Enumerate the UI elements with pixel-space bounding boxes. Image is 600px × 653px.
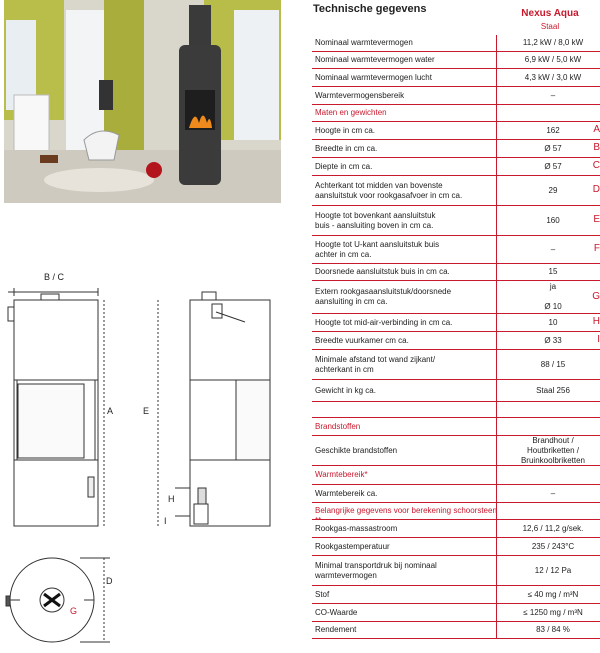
section-header: [312, 503, 600, 525]
spec-label: Minimal transportdruk bij nominaal warmtevermogen: [315, 561, 437, 580]
spec-value: ja Ø 10: [544, 282, 562, 311]
spec-label: Gewicht in kg ca.: [315, 386, 376, 395]
spec-value: 83 / 84 %: [536, 625, 570, 634]
technical-drawings: [0, 262, 300, 648]
spec-label: Nominaal warmtevermogen: [315, 38, 413, 47]
spec-row: [312, 436, 600, 466]
spec-value: 4,3 kW / 3,0 kW: [524, 73, 582, 82]
spec-label: Hoogte tot U-kant aansluitstuk buis achter in cm ca.: [315, 240, 440, 259]
spec-label: Extern rookgasaansluitstuk/doorsnede aansluiting in cm ca.: [315, 287, 452, 306]
spec-label: Hoogte tot mid-air-verbinding in cm ca.: [315, 318, 453, 327]
spec-row: [312, 556, 600, 586]
dimension-letter: H: [592, 316, 600, 327]
spec-row: [312, 52, 600, 69]
spec-row: [312, 236, 600, 264]
dimension-letter: B: [593, 142, 600, 153]
spec-label: Hoogte in cm ca.: [315, 126, 376, 135]
spec-label: Minimale afstand tot wand zijkant/ achterkant in cm: [315, 355, 436, 374]
i-label: I: [164, 516, 167, 526]
spec-row: [312, 622, 600, 639]
top-view: [6, 558, 110, 642]
front-view: [8, 288, 104, 526]
spec-label: Nominaal warmtevermogen water: [315, 55, 435, 64]
spec-value: 15: [548, 267, 558, 276]
spec-label: Warmtebereik*: [315, 470, 368, 479]
depth-label: D: [106, 576, 113, 586]
spec-label: Diepte in cm ca.: [315, 162, 373, 171]
spec-label: CO-Waarde: [315, 608, 358, 617]
spec-label: Breedte vuurkamer cm ca.: [315, 336, 409, 345]
spec-value: 88 / 15: [540, 360, 566, 369]
spec-row: [312, 350, 600, 380]
spec-value: 162: [546, 126, 560, 135]
width-label: B / C: [44, 272, 65, 282]
dimension-letter: D: [592, 184, 600, 195]
spec-label: Breedte in cm ca.: [315, 144, 378, 153]
spec-value: Staal 256: [536, 386, 570, 395]
spec-value: 29: [548, 186, 558, 195]
spec-value: 12,6 / 11,2 g/sek.: [522, 524, 584, 533]
spec-row: [312, 538, 600, 556]
g-label: G: [70, 606, 78, 616]
section-header: [312, 466, 600, 485]
spec-value: Ø 33: [544, 336, 562, 345]
spec-label: Doorsnede aansluitstuk buis in cm ca.: [315, 267, 450, 276]
spec-value: –: [550, 91, 556, 100]
spec-row: [312, 140, 600, 158]
spec-label: Maten en gewichten: [315, 108, 387, 117]
spec-label: Warmtebereik ca.: [315, 489, 378, 498]
spec-row: [312, 485, 600, 503]
spec-value: Ø 57: [544, 144, 562, 153]
spec-value: –: [550, 245, 556, 254]
spec-value: 160: [546, 216, 560, 225]
dimension-letter: G: [592, 291, 600, 302]
spec-label: Warmtevermogensbereik: [315, 91, 405, 100]
spec-row: [312, 69, 600, 87]
spec-row: [312, 122, 600, 140]
spec-label: Rookgas-massastroom: [315, 524, 398, 533]
spec-row: [312, 281, 600, 314]
product-photo: [4, 0, 281, 203]
side-view: [158, 292, 270, 526]
spec-row: [312, 206, 600, 236]
spec-row: [312, 176, 600, 206]
flue-height-label: E: [143, 406, 150, 416]
spec-row: [312, 87, 600, 105]
spec-label: Rendement: [315, 625, 357, 634]
spec-value: –: [550, 489, 556, 498]
spec-value: 10: [548, 318, 558, 327]
spec-value: 11,2 kW / 8,0 kW: [522, 38, 584, 47]
section-header: [312, 105, 600, 122]
column-divider: [496, 35, 497, 639]
spec-label: Geschikte brandstoffen: [315, 446, 398, 455]
spec-row: [312, 35, 600, 52]
spec-value: Brandhout / Houtbriketten / Bruinkoolbriketten: [520, 436, 586, 465]
spec-label: Brandstoffen: [315, 422, 361, 431]
spec-value: ≤ 1250 mg / m³N: [523, 608, 583, 617]
model-variant: Staal: [540, 22, 560, 31]
spec-label: Nominaal warmtevermogen lucht: [315, 73, 432, 82]
spec-label: Belangrijke gegevens voor berekening schoorsteen **: [315, 506, 497, 525]
spec-value: 235 / 243°C: [531, 542, 575, 551]
spec-row: [312, 402, 600, 418]
spec-value: ≤ 40 mg / m³N: [527, 590, 579, 599]
spec-row: [312, 520, 600, 538]
dimension-letter: E: [593, 214, 600, 225]
spec-value: 12 / 12 Pa: [534, 566, 572, 575]
spec-label: Rookgastemperatuur: [315, 542, 390, 551]
height-label: A: [107, 406, 114, 416]
dimension-letter: C: [592, 160, 600, 171]
spec-label: Stof: [315, 590, 330, 599]
h-label: H: [168, 494, 175, 504]
spec-row: [312, 604, 600, 622]
spec-row: [312, 332, 600, 350]
section-header: [312, 418, 600, 436]
spec-row: [312, 314, 600, 332]
spec-value: Ø 57: [544, 162, 562, 171]
spec-label: Achterkant tot midden van bovenste aansluitstuk voor rookgasafvoer in cm ca.: [315, 181, 463, 200]
spec-row: [312, 264, 600, 281]
dimension-letter: I: [597, 334, 600, 345]
spec-row: [312, 158, 600, 176]
model-name: Nexus Aqua: [521, 8, 579, 19]
spec-row: [312, 586, 600, 604]
spec-label: Hoogte tot bovenkant aansluitstuk buis - aansluiting boven in cm ca.: [315, 211, 436, 230]
dimension-letter: F: [593, 243, 600, 254]
page-title: Technische gegevens: [313, 3, 427, 15]
spec-row: [312, 380, 600, 402]
spec-value: 6,9 kW / 5,0 kW: [524, 55, 582, 64]
dimension-letter: A: [593, 124, 600, 135]
